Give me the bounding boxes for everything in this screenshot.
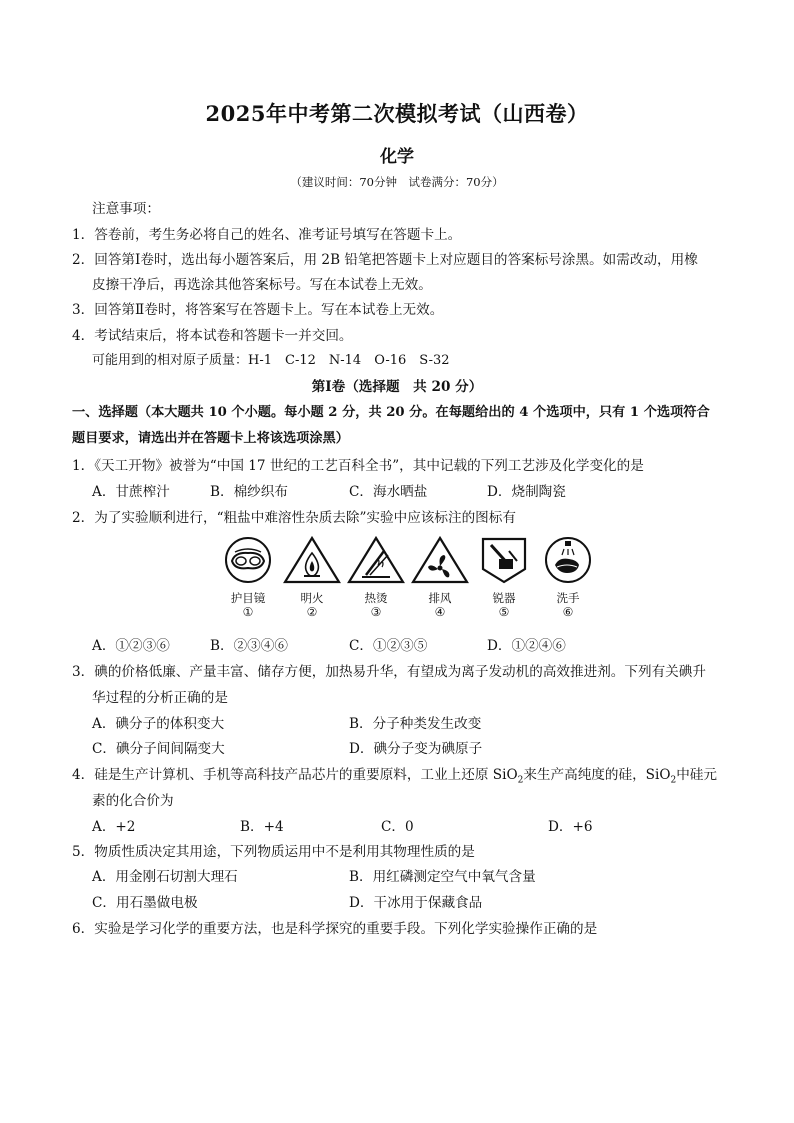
q1-option-b: B．棉纱织布 <box>210 484 288 500</box>
q5-option-b: B．用红磷测定空气中氧气含量 <box>349 869 536 885</box>
q2-option-b: B．②③④⑥ <box>210 638 288 654</box>
note-3: 3．回答第Ⅱ卷时，将答案写在答题卡上。写在本试卷上无效。 <box>72 302 444 318</box>
q5-option-d: D．干冰用于保藏食品 <box>349 895 483 911</box>
icon-sharp-object: 锐器 ⑤ <box>474 535 534 619</box>
goggles-icon <box>223 535 273 585</box>
q2-option-a: A．①②③⑥ <box>92 638 170 654</box>
q4-option-a: A．+2 <box>92 819 136 835</box>
part1-instructions-b: 题目要求，请选出并在答题卡上将该选项涂黑） <box>72 431 349 446</box>
hot-surface-icon <box>346 535 406 585</box>
icon-goggles: 护目镜 ① <box>218 535 278 619</box>
note-2b: 皮擦干净后，再选涂其他答案标号。写在本试卷上无效。 <box>92 277 432 293</box>
q1-stem: 1．《天工开物》被誉为“中国 17 世纪的工艺百科全书”，其中记载的下列工艺涉及化学变化的是 <box>72 458 644 474</box>
atomic-masses: 可能用到的相对原子质量：H-1 C-12 N-14 O-16 S-32 <box>92 353 450 368</box>
icon-ventilation: 排风 ④ <box>410 535 470 619</box>
safety-icons <box>218 535 598 630</box>
q1-option-c: C．海水晒盐 <box>349 484 428 500</box>
fan-icon <box>410 535 470 585</box>
sharp-object-icon <box>479 535 529 585</box>
icon-hot-surface: 热烫 ③ <box>346 535 406 619</box>
q1-option-a: A．甘蔗榨汁 <box>92 484 170 500</box>
q4-option-b: B．+4 <box>240 819 284 835</box>
q6-stem: 6．实验是学习化学的重要方法，也是科学探究的重要手段。下列化学实验操作正确的是 <box>72 921 598 937</box>
q5-stem: 5．物质性质决定其用途，下列物质运用中不是利用其物理性质的是 <box>72 844 475 860</box>
q4-stem-a: 4．硅是生产计算机、手机等高科技产品芯片的重要原料，工业上还原 SiO$_2$来生产高纯度的硅，SiO$_2$中硅元 <box>72 767 717 786</box>
note-4: 4．考试结束后，将本试卷和答题卡一并交回。 <box>72 328 353 344</box>
q5-option-a: A．用金刚石切割大理石 <box>92 869 238 885</box>
part1-instructions-a: 一、选择题（本大题共 10 个小题。每小题 2 分，共 20 分。在每题给出的 4 个选项中，只有 1 个选项符合 <box>72 405 710 420</box>
q3-option-d: D．碘分子变为碘原子 <box>349 741 483 757</box>
icon-open-flame: 明火 ② <box>282 535 342 619</box>
q2-stem: 2．为了实验顺利进行，“粗盐中难溶性杂质去除”实验中应该标注的图标有 <box>72 510 516 526</box>
q2-option-c: C．①②③⑤ <box>349 638 428 654</box>
q2-option-d: D．①②④⑥ <box>487 638 566 654</box>
q3-stem-b: 华过程的分析正确的是 <box>92 690 228 706</box>
q4-option-d: D．+6 <box>548 819 593 835</box>
note-2a: 2．回答第Ⅰ卷时，选出每小题答案后，用 2B 铅笔把答题卡上对应题目的答案标号涂黑。如需改动，用橡 <box>72 252 698 268</box>
part1-heading: 第Ⅰ卷（选择题 共 20 分） <box>311 379 483 395</box>
q4-option-c: C．0 <box>381 819 414 835</box>
wash-hands-icon <box>543 535 593 585</box>
q3-option-a: A．碘分子的体积变大 <box>92 716 225 732</box>
q3-option-b: B．分子种类发生改变 <box>349 716 482 732</box>
exam-title: 2025年中考第二次模拟考试（山西卷） <box>205 101 589 126</box>
q5-option-c: C．用石墨做电极 <box>92 895 198 911</box>
q3-option-c: C．碘分子间间隔变大 <box>92 741 225 757</box>
note-1: 1．答卷前，考生务必将自己的姓名、准考证号填写在答题卡上。 <box>72 227 462 243</box>
q4-stem-b: 素的化合价为 <box>92 793 174 809</box>
q1-option-d: D．烧制陶瓷 <box>487 484 566 500</box>
time-info: （建议时间：70分钟 试卷满分：70分） <box>290 175 504 189</box>
icon-wash-hands: 洗手 ⑥ <box>538 535 598 619</box>
notes-heading: 注意事项： <box>92 201 160 217</box>
q3-stem-a: 3．碘的价格低廉、产量丰富、储存方便，加热易升华，有望成为离子发动机的高效推进剂。下列有关碘升 <box>72 664 706 680</box>
subject-title: 化学 <box>380 147 414 167</box>
flame-warning-icon <box>282 535 342 585</box>
